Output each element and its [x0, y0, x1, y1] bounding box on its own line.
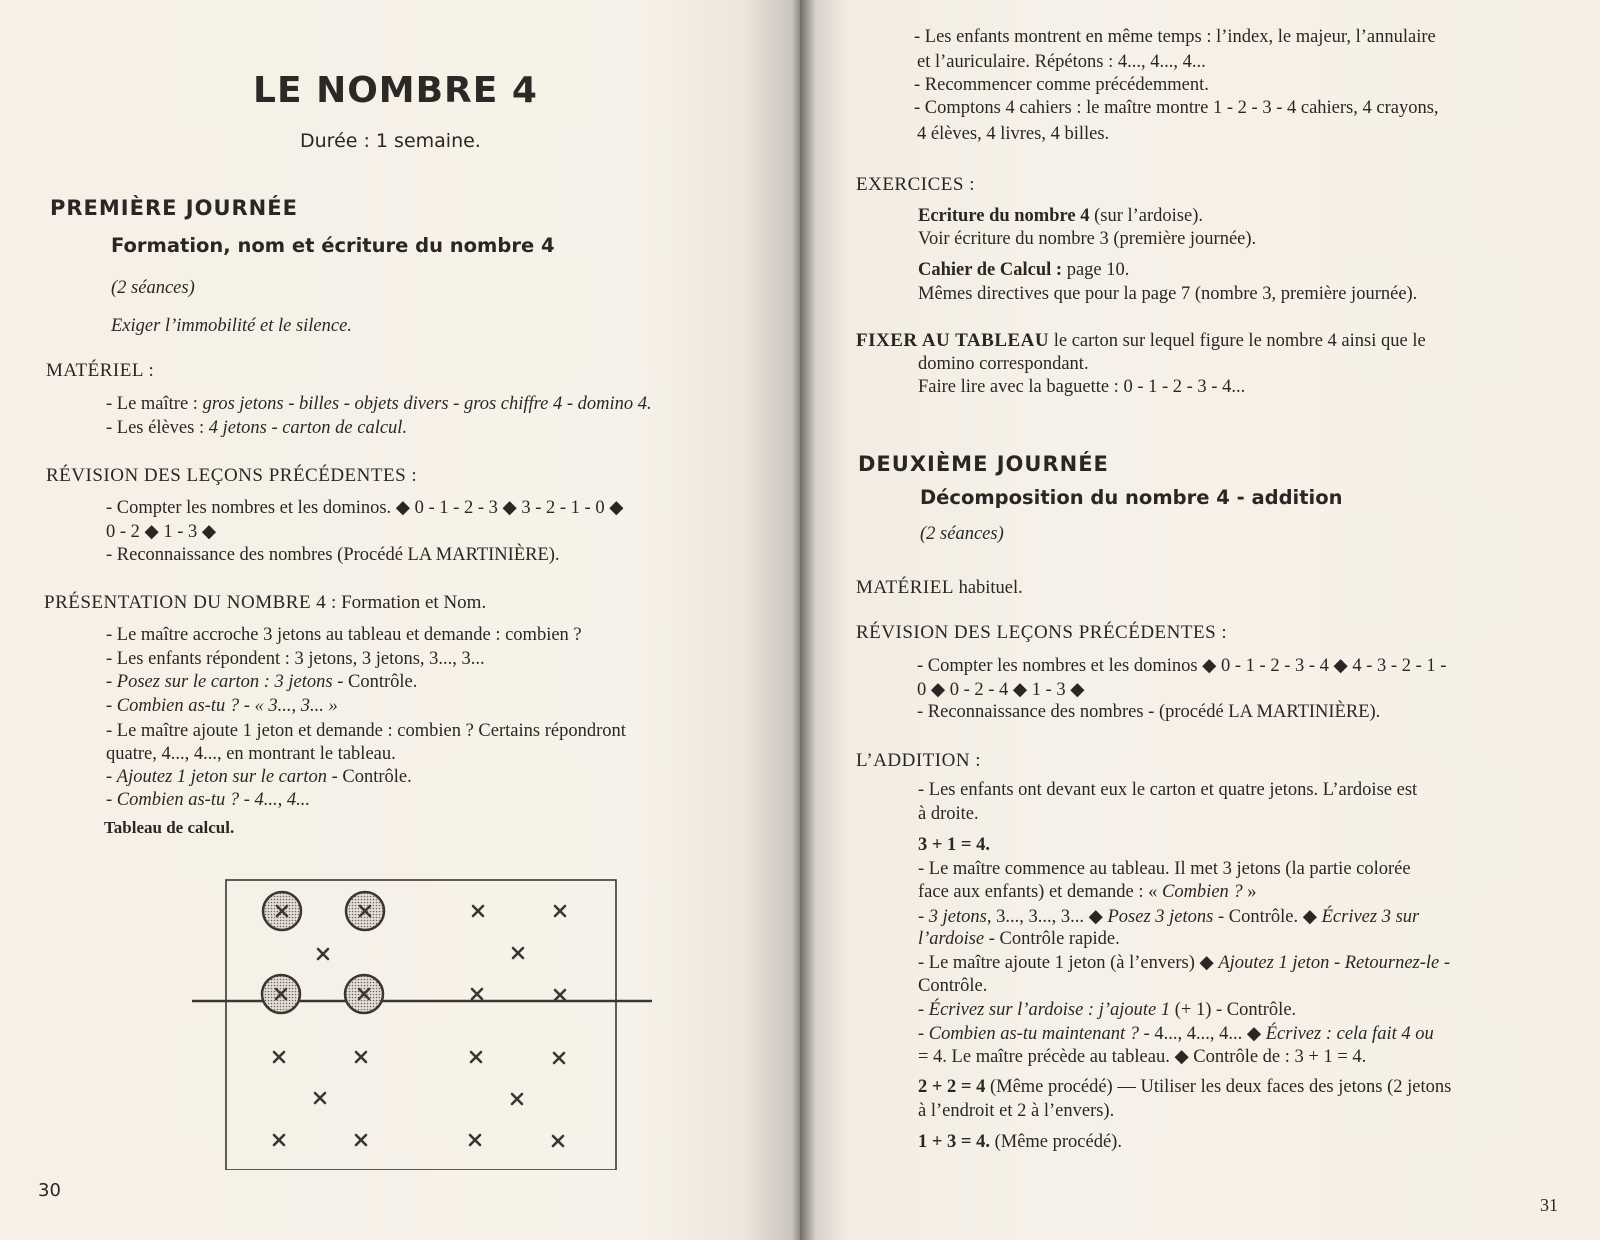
materiel-line: MATÉRIEL habituel.	[856, 577, 1023, 598]
cross-mark	[555, 990, 565, 1000]
day1-subtitle: Formation, nom et écriture du nombre 4	[111, 234, 555, 257]
exercices-heading: EXERCICES :	[856, 174, 975, 195]
equation: 2 + 2 = 4 (Même procédé) — Utiliser les deux faces des jetons (2 jetons	[918, 1077, 1452, 1097]
day2-subtitle: Décomposition du nombre 4 - addition	[920, 486, 1343, 509]
revision-line: - Compter les nombres et les dominos ◆ 0 - 1 - 2 - 3 - 4 ◆ 4 - 3 - 2 - 1 -	[917, 656, 1447, 676]
cross-mark	[513, 948, 523, 958]
exercise-line: Mêmes directives que pour la page 7 (nombre 3, première journée).	[918, 284, 1418, 304]
presentation-line: - Posez sur le carton : 3 jetons - Contrôle.	[106, 672, 418, 692]
page-number-left: 30	[38, 1180, 61, 1201]
addition-line: - Combien as-tu maintenant ? - 4..., 4..., 4... ◆ Écrivez : cela fait 4 ou	[918, 1024, 1434, 1044]
presentation-heading: PRÉSENTATION DU NOMBRE 4 : Formation et Nom.	[44, 592, 487, 613]
token	[346, 892, 384, 930]
addition-line: - Écrivez sur l’ardoise : j’ajoute 1 (+ 1) - Contrôle.	[918, 1000, 1297, 1020]
token	[345, 975, 383, 1013]
token	[262, 975, 300, 1013]
presentation-line: - Le maître accroche 3 jetons au tableau et demande : combien ?	[106, 625, 582, 645]
materiel-heading: MATÉRIEL :	[46, 360, 155, 381]
duration: Durée : 1 semaine.	[300, 130, 481, 152]
presentation-line: - Combien as-tu ? - « 3..., 3... »	[106, 696, 338, 716]
cross-mark	[473, 906, 483, 916]
fixer-line: Faire lire avec la baguette : 0 - 1 - 2 - 3 - 4...	[918, 377, 1246, 397]
presentation-line: - Combien as-tu ? - 4..., 4...	[106, 790, 311, 810]
cross-mark	[554, 1053, 564, 1063]
revision-line: - Reconnaissance des nombres - (procédé LA MARTINIÈRE).	[917, 702, 1381, 722]
equation: 1 + 3 = 4. (Même procédé).	[918, 1132, 1122, 1152]
addition-line: à droite.	[918, 804, 979, 824]
cross-mark	[318, 949, 328, 959]
day1-note: Exiger l’immobilité et le silence.	[111, 316, 352, 336]
revision-heading: RÉVISION DES LEÇONS PRÉCÉDENTES :	[856, 622, 1228, 643]
page-number-right: 31	[1540, 1195, 1558, 1215]
cross-mark	[471, 1052, 481, 1062]
exercise-line: Cahier de Calcul : page 10.	[918, 260, 1130, 280]
cross-mark	[470, 1135, 480, 1145]
presentation-line: - Les enfants répondent : 3 jetons, 3 jetons, 3..., 3...	[106, 649, 485, 669]
intro-line: - Recommencer comme précédemment.	[914, 75, 1209, 95]
equation: 3 + 1 = 4.	[918, 835, 990, 855]
day2-heading: DEUXIÈME JOURNÉE	[858, 452, 1109, 476]
cross-mark	[512, 1094, 522, 1104]
intro-line: 4 élèves, 4 livres, 4 billes.	[917, 124, 1110, 144]
addition-line: - 3 jetons, 3..., 3..., 3... ◆ Posez 3 jetons - Contrôle. ◆ Écrivez 3 sur	[918, 907, 1420, 927]
materiel-item: - Les élèves : 4 jetons - carton de calcul.	[106, 418, 408, 438]
cross-mark	[472, 989, 482, 999]
revision-line: 0 ◆ 0 - 2 - 4 ◆ 1 - 3 ◆	[917, 680, 1085, 700]
addition-heading: L’ADDITION :	[856, 750, 982, 771]
addition-line: face aux enfants) et demande : « Combien ? »	[918, 882, 1257, 902]
addition-line: - Le maître ajoute 1 jeton (à l’envers) ◆ Ajoutez 1 jeton - Retournez-le -	[918, 953, 1451, 973]
exercise-line: Voir écriture du nombre 3 (première journée).	[918, 229, 1257, 249]
fixer-line: FIXER AU TABLEAU le carton sur lequel figure le nombre 4 ainsi que le	[856, 330, 1426, 351]
cross-mark	[274, 1135, 284, 1145]
tableau-label: Tableau de calcul.	[104, 818, 235, 837]
revision-line: - Reconnaissance des nombres (Procédé LA MARTINIÈRE).	[106, 545, 560, 565]
presentation-line: - Ajoutez 1 jeton sur le carton - Contrôle.	[106, 767, 412, 787]
addition-line: Contrôle.	[918, 976, 988, 996]
cross-mark	[274, 1052, 284, 1062]
addition-line: = 4. Le maître précède au tableau. ◆ Contrôle de : 3 + 1 = 4.	[918, 1047, 1367, 1067]
day2-sessions: (2 séances)	[920, 524, 1004, 544]
cross-mark	[555, 906, 565, 916]
calculation-board-figure	[180, 850, 660, 1170]
revision-heading: RÉVISION DES LEÇONS PRÉCÉDENTES :	[46, 465, 418, 486]
presentation-line: quatre, 4..., 4..., en montrant le tableau.	[106, 744, 396, 764]
cross-mark	[356, 1052, 366, 1062]
cross-mark	[315, 1093, 325, 1103]
chapter-title: LE NOMBRE 4	[253, 70, 538, 111]
fixer-line: domino correspondant.	[918, 354, 1089, 374]
revision-line: - Compter les nombres et les dominos. ◆ 0 - 1 - 2 - 3 ◆ 3 - 2 - 1 - 0 ◆	[106, 498, 624, 518]
day1-sessions: (2 séances)	[111, 278, 195, 298]
token	[263, 892, 301, 930]
intro-line: - Les enfants montrent en même temps : l’index, le majeur, l’annulaire	[914, 27, 1436, 47]
addition-line: - Les enfants ont devant eux le carton et quatre jetons. L’ardoise est	[918, 780, 1418, 800]
intro-line: - Comptons 4 cahiers : le maître montre 1 - 2 - 3 - 4 cahiers, 4 crayons,	[914, 98, 1439, 118]
cross-mark	[356, 1135, 366, 1145]
right-page	[800, 0, 1600, 1240]
cross-mark	[553, 1136, 563, 1146]
addition-line: à l’endroit et 2 à l’envers).	[918, 1101, 1115, 1121]
revision-line: 0 - 2 ◆ 1 - 3 ◆	[106, 522, 217, 542]
exercise-line: Ecriture du nombre 4 (sur l’ardoise).	[918, 206, 1203, 226]
day1-heading: PREMIÈRE JOURNÉE	[50, 196, 298, 220]
addition-line: l’ardoise - Contrôle rapide.	[918, 929, 1120, 949]
addition-line: - Le maître commence au tableau. Il met 3 jetons (la partie colorée	[918, 859, 1411, 879]
materiel-item: - Le maître : gros jetons - billes - objets divers - gros chiffre 4 - domino 4.	[106, 394, 652, 414]
intro-line: et l’auriculaire. Répétons : 4..., 4..., 4...	[917, 52, 1206, 72]
presentation-line: - Le maître ajoute 1 jeton et demande : combien ? Certains répondront	[106, 721, 626, 741]
